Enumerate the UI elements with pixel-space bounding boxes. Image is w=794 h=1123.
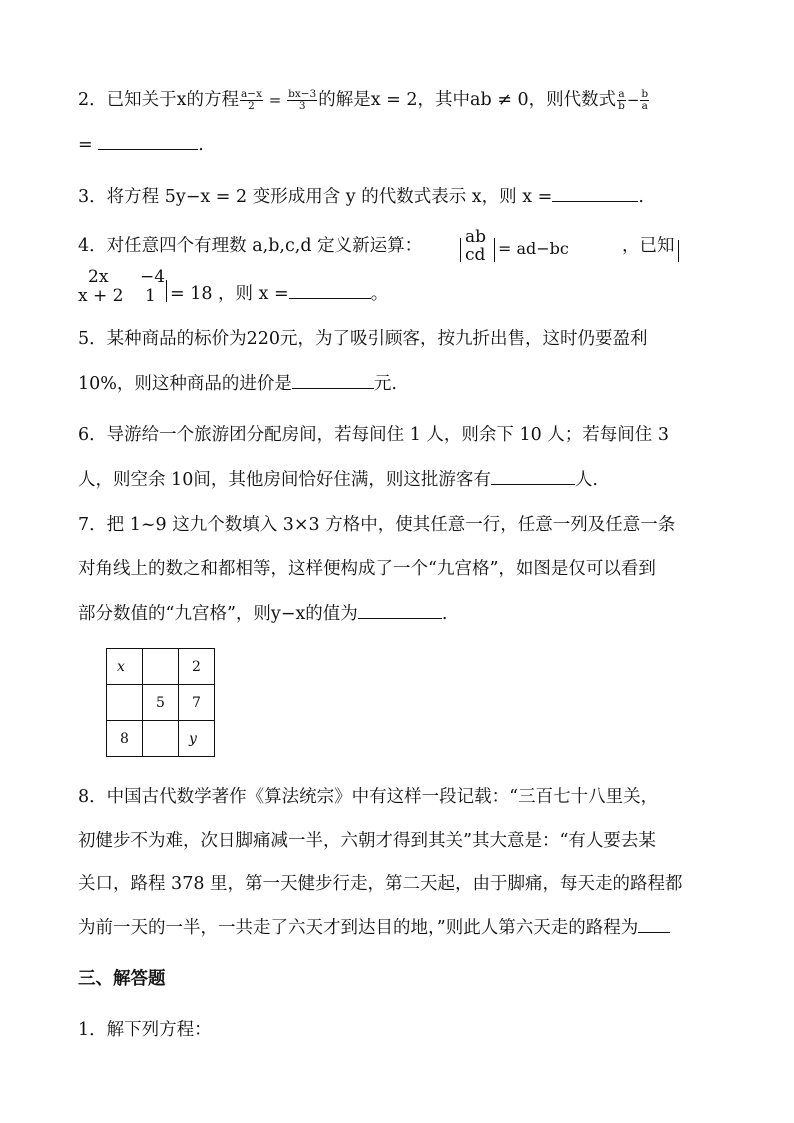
matrix-r2c1: x + 2 xyxy=(78,286,124,306)
question-7: 7．把 1~9 这九个数填入 3×3 方格中，使其任意一行，任意一列及任意一条 xyxy=(78,515,676,535)
question-2-line-2: = . xyxy=(78,131,204,157)
question-3: 3．将方程 5y−x = 2 变形成用含 y 的代数式表示 x，则 x = . xyxy=(78,183,644,209)
grid-cell xyxy=(143,721,179,757)
grid-cell: 8 xyxy=(107,721,143,757)
section-3-question-1: 1．解下列方程： xyxy=(78,1020,212,1040)
answer-blank[interactable] xyxy=(491,466,575,485)
question-8-line-4: 为前一天的一半，一共走了六天才到达目的地，”则此人第六天走的路程为 xyxy=(78,914,670,940)
question-6-line-2: 人，则空余 10间，其他房间恰好住满，则这批游客有 人. xyxy=(78,466,598,492)
grid-row xyxy=(107,685,215,721)
q2-mid: 的解是x = 2，其中ab ≠ 0，则代数式 xyxy=(318,90,617,110)
determinant-bar-left xyxy=(460,238,461,262)
fraction-bx-minus-3-over-3: $\frac{bx-3}{3}$ xyxy=(288,88,317,112)
question-6: 6．导游给一个旅游团分配房间，若每间住 1 人，则余下 10 人；若每间住 3 xyxy=(78,425,669,445)
q2-prefix: 2．已知关于x的方程 xyxy=(78,90,240,110)
question-4: 4．对任意四个有理数 a,b,c,d 定义新运算： xyxy=(78,236,423,256)
answer-blank[interactable] xyxy=(358,600,442,619)
grid-cell xyxy=(143,649,179,685)
grid-cell: x xyxy=(107,649,143,685)
q4-variables: a,b,c,d xyxy=(252,236,312,256)
answer-blank[interactable] xyxy=(552,183,638,202)
determinant-bottom-row: cd xyxy=(465,245,486,265)
answer-blank[interactable] xyxy=(638,914,670,933)
determinant-top-row: ab xyxy=(465,227,487,247)
matrix-r2c2: 1 xyxy=(145,286,156,306)
question-2: 2．已知关于x的方程 $\frac{a-x}{2}$ = $\frac{bx-3}{3}$ 的解是x = 2，其中ab ≠ 0，则代数式 $\frac{a}{b}$ − $\frac{b}{a}$ xyxy=(78,88,649,112)
grid-cell: 5 xyxy=(143,685,179,721)
fraction-a-minus-x-over-2: $\frac{a-x}{2}$ xyxy=(241,88,262,112)
question-8-line-2: 初健步不为难，次日脚痛减一半，六朝才得到其关”其大意是：“有人要去某 xyxy=(78,831,656,851)
grid-cell: y xyxy=(179,721,215,757)
question-7-line-3: 部分数值的“九宫格”，则y−x的值为 . xyxy=(78,600,447,626)
q4-known: ，已知 xyxy=(622,236,675,256)
grid-cell: 7 xyxy=(179,685,215,721)
answer-blank[interactable] xyxy=(292,370,374,389)
question-7-line-2: 对角线上的数之和都相等，这样便构成了一个“九宫格”，如图是仅可以看到 xyxy=(78,559,656,579)
answer-blank[interactable] xyxy=(98,131,198,150)
question-5: 5．某种商品的标价为220元，为了吸引顾客，按九折出售，这时仍要盈利 xyxy=(78,329,648,349)
grid-row xyxy=(107,721,215,757)
matrix-bar-right xyxy=(166,280,167,302)
fraction-a-over-b: $\frac{a}{b}$ xyxy=(618,88,625,112)
matrix-r1c2: −4 xyxy=(140,267,166,287)
section-heading: 三、解答题 xyxy=(78,969,166,989)
answer-blank[interactable] xyxy=(289,280,371,299)
matrix-r1c1: 2x xyxy=(88,267,109,287)
question-4-line-2: = 18 ，则 x = 。 xyxy=(170,280,388,306)
grid-row xyxy=(107,649,215,685)
grid-cell xyxy=(107,685,143,721)
matrix-bar-left xyxy=(678,240,679,262)
determinant-bar-right xyxy=(494,238,495,262)
magic-square-grid xyxy=(106,648,215,757)
question-8: 8．中国古代数学著作《算法统宗》中有这样一段记载：“三百七十八里关， xyxy=(78,787,659,807)
question-5-line-2: 10%，则这种商品的进价是 元. xyxy=(78,370,397,396)
question-8-line-3: 关口，路程 378 里，第一天健步行走，第二天起，由于脚痛，每天走的路程都 xyxy=(78,874,683,894)
grid-cell: 2 xyxy=(179,649,215,685)
determinant-rule: = ad−bc xyxy=(498,239,569,258)
fraction-b-over-a: $\frac{b}{a}$ xyxy=(641,88,649,112)
